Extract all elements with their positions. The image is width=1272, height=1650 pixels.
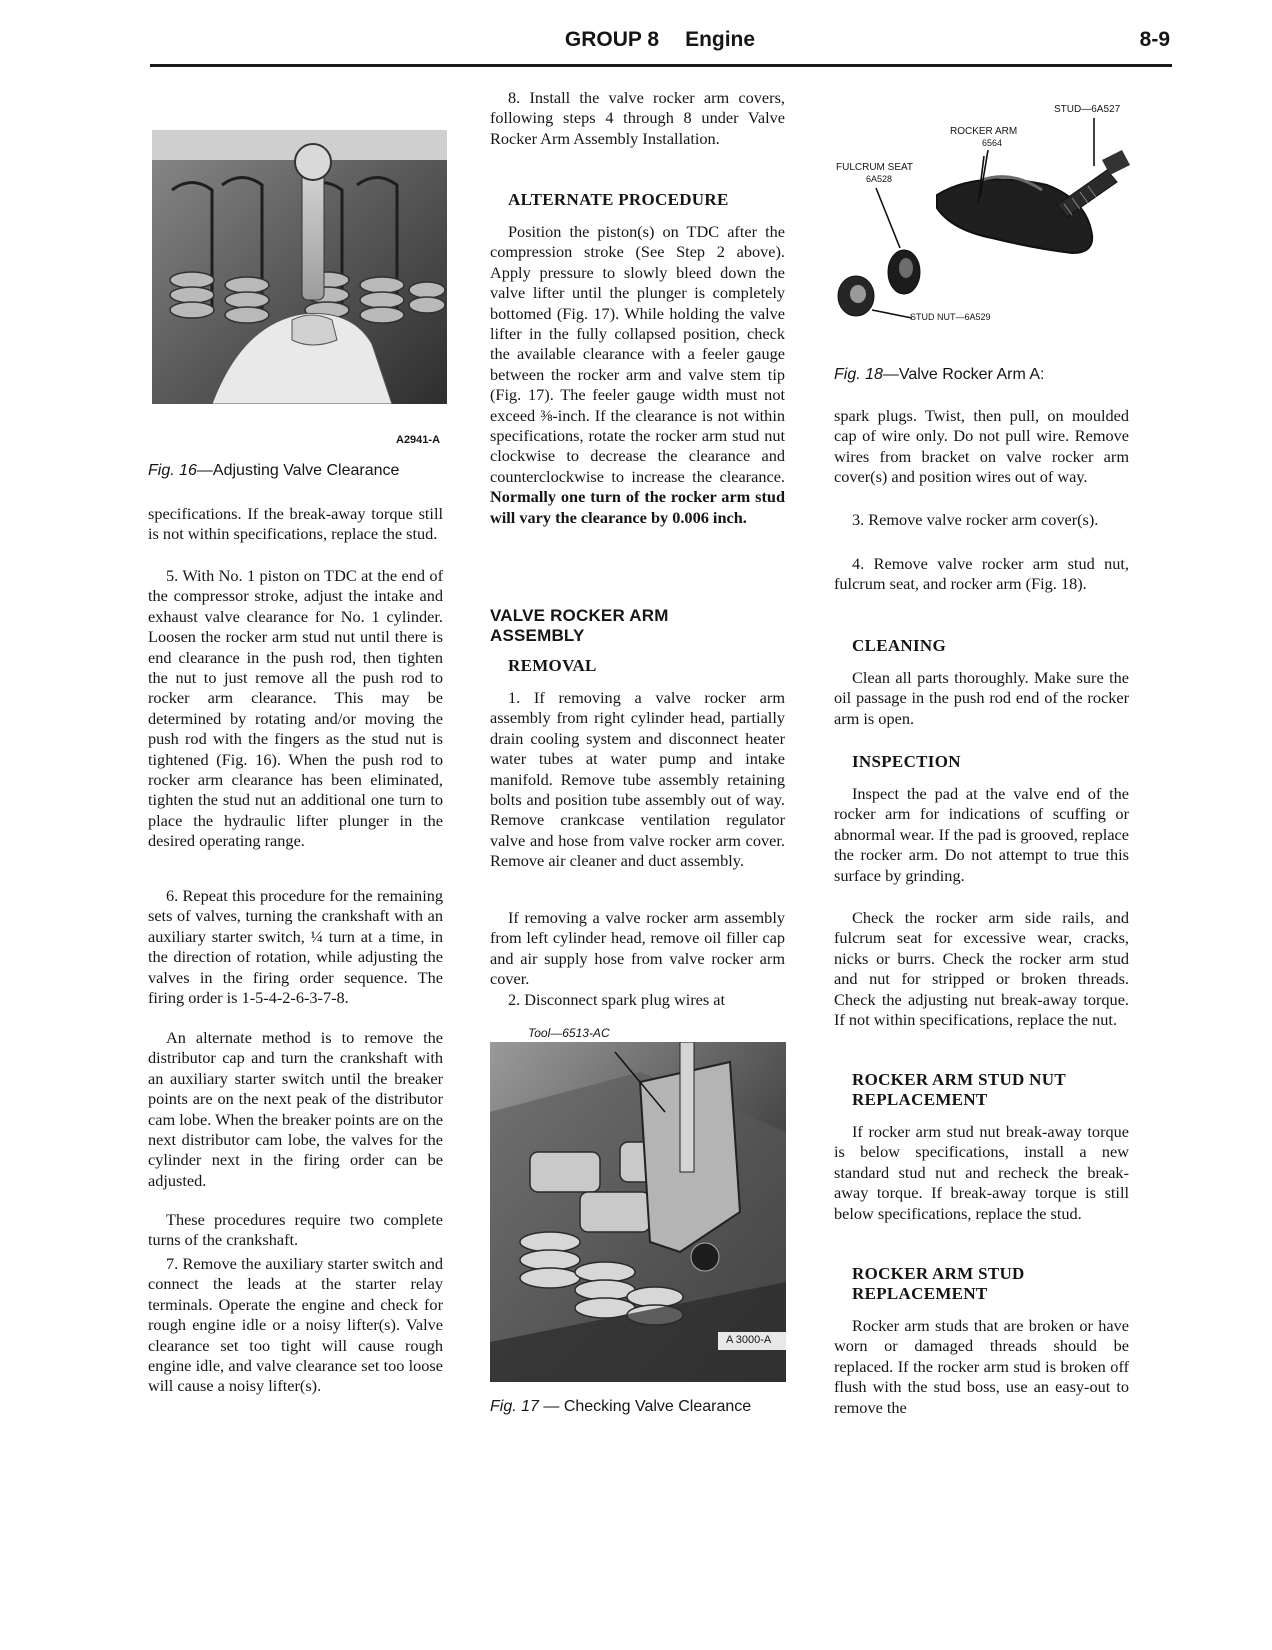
- fig18-fulcrum-num: 6A528: [866, 174, 893, 184]
- fig17-photo: [490, 1042, 786, 1382]
- page-header: [150, 26, 1170, 60]
- col1-p6: 7. Remove the auxiliary starter switch and connect the leads at the starter relay terminals. Operate the engine and check for rough engine idle or a noisy lifter(s). Valve clearance set too tight will cause rough engine idle, and valve clearance set too loose will cause a noisy lifter(s).: [148, 1254, 443, 1396]
- fig18-caption-num: Fig. 18: [834, 366, 883, 383]
- fig17-caption: [490, 1398, 751, 1416]
- col2-p4: If removing a valve rocker arm assembly from left cylinder head, remove oil filler cap and air supply hose from valve rocker arm cover.: [490, 908, 785, 989]
- col3-heading-stud-nut-2: REPLACEMENT: [852, 1090, 988, 1109]
- fig16-illustration: [152, 130, 447, 404]
- fig18-drawing: [832, 100, 1132, 340]
- fig18-caption: [834, 366, 1044, 384]
- col3-p6: Check the rocker arm side rails, and fulcrum seat for excessive wear, cracks, nicks or burrs. Check the rocker arm stud and nut for stripped or broken threads. Check the adjusting nut break-away torque. If not within specifications, replace the nut.: [834, 908, 1129, 1030]
- fig16-code: A2941-A: [396, 434, 441, 446]
- col2-heading-removal: REMOVAL: [508, 656, 597, 675]
- fig17-tool-label: Tool—6513-AC: [528, 1026, 610, 1040]
- fig17-code: A 3000-A: [726, 1334, 772, 1346]
- col2-heading-assembly-2: ASSEMBLY: [490, 626, 585, 645]
- col3-heading-stud-2: REPLACEMENT: [852, 1284, 988, 1303]
- col3-heading-stud-nut-1: ROCKER ARM STUD NUT: [852, 1070, 1066, 1089]
- col3-heading-cleaning: CLEANING: [852, 636, 947, 655]
- col1-p2: 5. With No. 1 piston on TDC at the end of the compressor stroke, adjust the intake and exhaust valve clearance for No. 1 cylinder. Loosen the rocker arm stud nut until there is end clearance in the push rod, then tighten the nut to just remove all the push rod to rocker arm clearance. This may be determined by rotating and/or moving the push rod with the fingers as the stud nut is tightened (Fig. 16). When the push rod to rocker arm clearance has been eliminated, tighten the stud nut an additional one turn to place the hydraulic lifter plunger in the desired operating range.: [148, 566, 443, 851]
- col3-p5: Inspect the pad at the valve end of the rocker arm for indications of scuffing or abnormal wear. If the pad is grooved, replace the rocker arm. Do not attempt to true this surface by grinding.: [834, 784, 1129, 885]
- fig18-fulcrum-label: FULCRUM SEAT: [836, 162, 914, 173]
- page-number: 8-9: [1139, 28, 1170, 51]
- header-rule: [150, 64, 1172, 67]
- fig16-photo: [152, 130, 447, 404]
- fig17-caption-text: — Checking Valve Clearance: [538, 1398, 752, 1415]
- col3-p8: Rocker arm studs that are broken or have worn or damaged threads should be replaced. If the rocker arm stud is broken off flush with the stud boss, use an easy-out to remove the: [834, 1316, 1129, 1417]
- fig18-rocker-num: 6564: [982, 138, 1003, 148]
- fig18-caption-text: —Valve Rocker Arm A:: [882, 366, 1045, 383]
- fig18-stud-label: STUD—6A527: [1054, 104, 1121, 115]
- fig16-caption-text: —Adjusting Valve Clearance: [196, 462, 400, 479]
- col2-p3: 1. If removing a valve rocker arm assembly from right cylinder head, partially drain cooling system and disconnect heater water tubes at water pump and intake manifold. Remove tube assembly retaining bolts and position tube assembly out of way. Remove crankcase ventilation regulator valve and hose from valve rocker arm cover. Remove air cleaner and duct assembly.: [490, 688, 785, 871]
- col3-heading-stud-1: ROCKER ARM STUD: [852, 1264, 1025, 1283]
- header-title: Engine: [685, 28, 756, 51]
- fig17-illustration: [490, 1042, 786, 1382]
- fig16-caption-num: Fig. 16: [148, 462, 197, 479]
- fig18-stud-nut-label: STUD NUT—6A529: [910, 312, 991, 322]
- col2-heading-assembly-1: VALVE ROCKER ARM: [490, 606, 669, 625]
- col1-p4: An alternate method is to remove the distributor cap and turn the crankshaft with an auxiliary starter switch until the breaker points are on the next peak of the distributor cam lobe. When the breaker points are on the next distributor cam lobe, the valves for the cylinder next in the firing order can be adjusted.: [148, 1028, 443, 1190]
- fig17-caption-num: Fig. 17: [490, 1398, 539, 1415]
- col3-p2: 3. Remove valve rocker arm cover(s).: [852, 510, 1099, 529]
- col2-p1: 8. Install the valve rocker arm covers, following steps 4 through 8 under Valve Rocker Arm Assembly Installation.: [490, 88, 785, 148]
- fulcrum-seat-shape: [888, 250, 920, 294]
- fig16-caption: [148, 462, 399, 480]
- col3-p4: Clean all parts thoroughly. Make sure the oil passage in the push rod end of the rocker arm is open.: [834, 668, 1129, 728]
- col1-p5: These procedures require two complete turns of the crankshaft.: [148, 1210, 443, 1250]
- col2-heading-alternate: ALTERNATE PROCEDURE: [508, 190, 729, 209]
- header-title-block: [150, 28, 1170, 52]
- fig18-rocker-label: ROCKER ARM: [950, 126, 1018, 137]
- col3-p1: spark plugs. Twist, then pull, on moulded cap of wire only. Do not pull wire. Remove wires from bracket on valve rocker arm cover(s) and position wires out of way.: [834, 406, 1129, 487]
- header-group: GROUP 8: [564, 28, 660, 51]
- col1-p1: specifications. If the break-away torque still is not within specifications, replace the stud.: [148, 504, 443, 544]
- col1-p3: 6. Repeat this procedure for the remaining sets of valves, turning the crankshaft with an auxiliary starter switch, ¼ turn at a time, in the direction of rotation, while adjusting the valves in the firing order sequence. The firing order is 1-5-4-2-6-3-7-8.: [148, 886, 443, 1008]
- col3-p7: If rocker arm stud nut break-away torque is below specifications, install a new standard stud nut and recheck the break-away torque. If break-away torque is still below specifications, replace the stud.: [834, 1122, 1129, 1223]
- col2-p5: 2. Disconnect spark plug wires at: [508, 990, 726, 1009]
- stud-nut-shape: [838, 276, 874, 316]
- col2-p2: Position the piston(s) on TDC after the compression stroke (See Step 2 above). Apply pressure to slowly bleed down the valve lifter until the plunger is completely bottomed (Fig. 17). While holding the valve lifter in the fully collapsed position, check the available clearance with a feeler gauge between the rocker arm and valve stem tip (Fig. 17). The feeler gauge width must not exceed ⅜-inch. If the clearance is not within specifications, rotate the rocker arm stud nut clockwise to decrease the clearance and counterclockwise to increase the clearance. Normally one turn of the rocker arm stud will vary the clearance by 0.006 inch.: [490, 222, 785, 527]
- col3-heading-inspection: INSPECTION: [852, 752, 961, 771]
- col3-p3: 4. Remove valve rocker arm stud nut, fulcrum seat, and rocker arm (Fig. 18).: [834, 554, 1129, 594]
